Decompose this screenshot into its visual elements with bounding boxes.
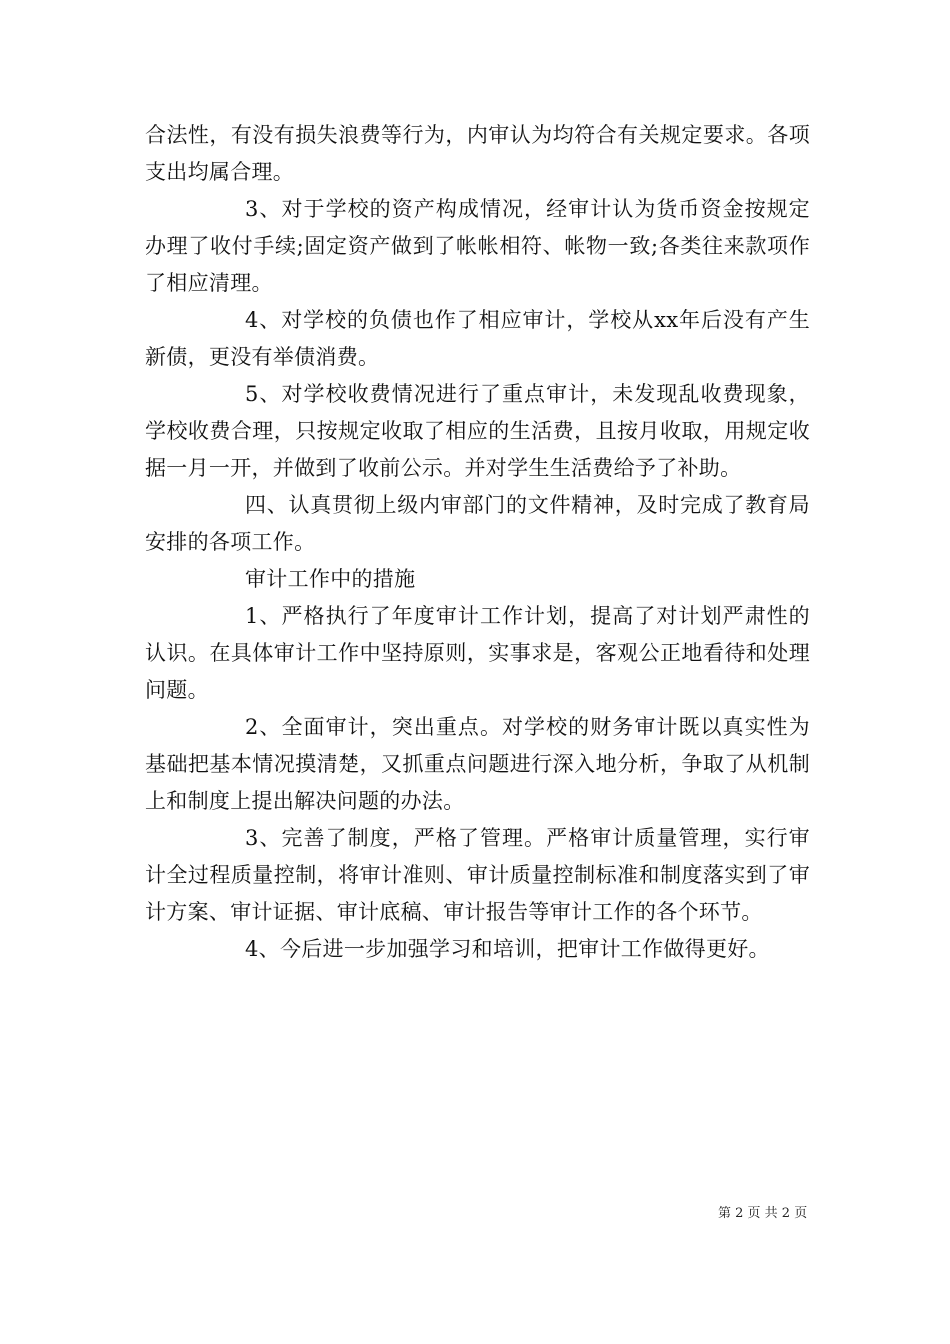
paragraph-3: 4、对学校的负债也作了相应审计，学校从xx年后没有产生新债，更没有举债消费。 (145, 308, 810, 369)
section-heading-measures: 审计工作中的措施 (245, 567, 416, 591)
paragraph-8: 2、全面审计，突出重点。对学校的财务审计既以真实性为基础把基本情况摸清楚，又抓重点问题进行深入地分析，争取了从机制上和制度上提出解决问题的办法。 (145, 715, 810, 813)
page-number-footer: 第 2 页 共 2 页 (718, 1206, 808, 1221)
paragraph-9: 3、完善了制度，严格了管理。严格审计质量管理，实行审计全过程质量控制，将审计准则、审计质量控制标准和制度落实到了审计方案、审计证据、审计底稿、审计报告等审计工作的各个环节。 (145, 826, 810, 924)
paragraph-1: 合法性，有没有损失浪费等行为，内审认为均符合有关规定要求。各项支出均属合理。 (145, 123, 810, 184)
paragraph-10: 4、今后进一步加强学习和培训，把审计工作做得更好。 (245, 937, 770, 961)
paragraph-7: 1、严格执行了年度审计工作计划，提高了对计划严肃性的认识。在具体审计工作中坚持原则，实事求是，客观公正地看待和处理问题。 (145, 604, 810, 702)
paragraph-5: 四、认真贯彻上级内审部门的文件精神，及时完成了教育局安排的各项工作。 (145, 493, 810, 554)
document-body (145, 117, 810, 968)
paragraph-2: 3、对于学校的资产构成情况，经审计认为货币资金按规定办理了收付手续;固定资产做到了帐帐相符、帐物一致;各类往来款项作了相应清理。 (145, 197, 810, 295)
paragraph-4: 5、对学校收费情况进行了重点审计，未发现乱收费现象，学校收费合理，只按规定收取了相应的生活费，且按月收取，用规定收据一月一开，并做到了收前公示。并对学生生活费给予了补助。 (145, 382, 810, 480)
